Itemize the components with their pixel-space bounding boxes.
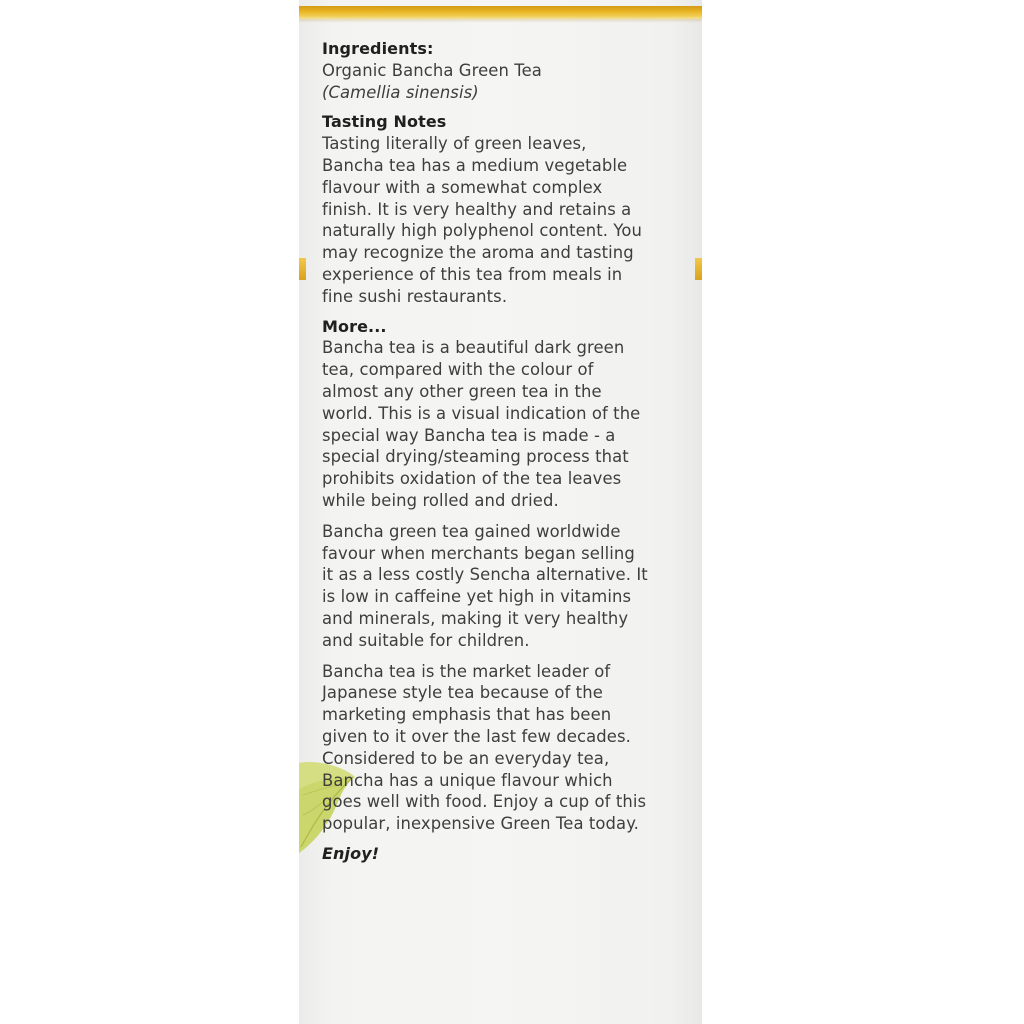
closing-enjoy: Enjoy!: [322, 843, 380, 863]
tasting-notes-line: may recognize the aroma and tasting: [322, 243, 634, 263]
more-paragraph2-line: and suitable for children.: [322, 630, 530, 650]
tasting-notes-line: experience of this tea from meals in: [322, 264, 623, 284]
tea-box-side-panel: [299, 0, 702, 1024]
more-paragraph1-line: tea, compared with the colour of: [322, 360, 594, 380]
ingredients-heading: Ingredients:: [322, 39, 434, 58]
ingredients-line: Organic Bancha Green Tea: [322, 60, 542, 80]
spacer: [322, 652, 697, 661]
more-paragraph3-line: given to it over the last few decades.: [322, 726, 631, 746]
more-paragraph3-line: marketing emphasis that has been: [322, 705, 612, 725]
more-paragraph1-line: prohibits oxidation of the tea leaves: [322, 469, 622, 489]
more-paragraph1-line: world. This is a visual indication of the: [322, 403, 641, 423]
ingredients-latin-line: (Camellia sinensis): [322, 82, 479, 102]
more-paragraph3-line: Considered to be an everyday tea,: [322, 748, 610, 768]
tasting-notes-line: flavour with a somewhat complex: [322, 177, 603, 197]
more-paragraph3-line: Bancha tea is the market leader of: [322, 661, 611, 681]
more-paragraph2-line: is low in caffeine yet high in vitamins: [322, 587, 632, 607]
tasting-notes-line: fine sushi restaurants.: [322, 286, 508, 306]
tasting-notes-line: Tasting literally of green leaves,: [322, 134, 587, 154]
more-paragraph3-line: Bancha has a unique flavour which: [322, 770, 613, 790]
tasting-notes-line: Bancha tea has a medium vegetable: [322, 155, 628, 175]
label-text-block: [322, 38, 697, 865]
spacer: [322, 308, 697, 316]
more-paragraph3-line: Japanese style tea because of the: [322, 683, 603, 703]
tasting-notes-line: finish. It is very healthy and retains a: [322, 199, 632, 219]
more-paragraph1-line: Bancha tea is a beautiful dark green: [322, 338, 625, 358]
tasting-notes-heading: Tasting Notes: [322, 112, 447, 132]
more-paragraph2-line: Bancha green tea gained worldwide: [322, 521, 621, 541]
spacer: [322, 512, 697, 521]
more-paragraph1-line: special way Bancha tea is made - a: [322, 425, 616, 445]
more-heading: More...: [322, 316, 387, 336]
left-gold-notch: [299, 258, 306, 280]
more-paragraph3-line: popular, inexpensive Green Tea today.: [322, 814, 639, 834]
spacer: [322, 103, 697, 111]
more-paragraph3-line: goes well with food. Enjoy a cup of this: [322, 792, 647, 812]
more-paragraph2-line: and minerals, making it very healthy: [322, 608, 629, 628]
more-paragraph1-line: almost any other green tea in the: [322, 381, 602, 401]
more-paragraph2-line: it as a less costly Sencha alternative. It: [322, 565, 648, 585]
top-gold-stripe: [299, 6, 702, 19]
spacer: [322, 835, 697, 843]
tasting-notes-line: naturally high polyphenol content. You: [322, 221, 642, 241]
more-paragraph1-line: while being rolled and dried.: [322, 490, 559, 510]
stripe-shadow: [299, 19, 702, 23]
more-paragraph1-line: special drying/steaming process that: [322, 447, 629, 467]
more-paragraph2-line: favour when merchants began selling: [322, 543, 635, 563]
